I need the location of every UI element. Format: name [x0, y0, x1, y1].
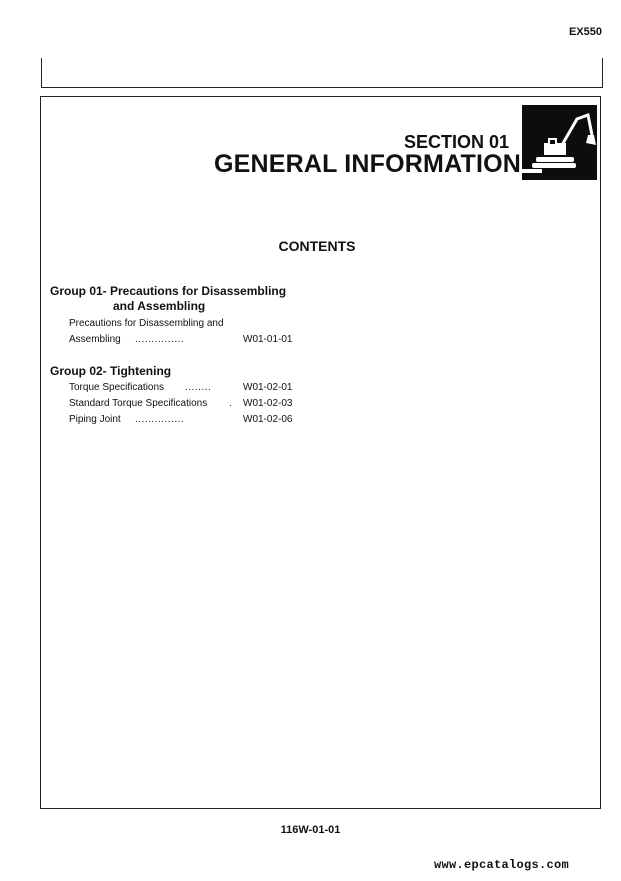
model-label: EX550 [568, 26, 602, 38]
contents-heading: CONTENTS [278, 238, 356, 254]
group-02-heading [50, 364, 171, 378]
page-code: 116W-01-01 [280, 824, 341, 836]
item-torque-label: Torque Specifications [69, 382, 165, 393]
section-title: GENERAL INFORMATION [213, 150, 521, 178]
header-bracket [41, 58, 603, 88]
group-02-title: Group 02- Tightening [50, 364, 172, 378]
item-piping-leader: ............... [135, 414, 185, 425]
item-precautions-page: W01-01-01 [243, 334, 293, 345]
excavator-icon [522, 105, 597, 180]
section-label: SECTION 01 [403, 132, 509, 152]
group-01-heading [50, 284, 286, 313]
item-piping-page: W01-02-06 [243, 414, 293, 425]
item-standard-torque-leader: . [229, 398, 233, 409]
group-01-title: Group 01- Precautions for Disassembling [50, 284, 287, 298]
item-precautions-leader: ............... [135, 334, 185, 345]
item-piping-label: Piping Joint [69, 414, 121, 425]
item-torque-leader: ........ [185, 382, 212, 393]
item-precautions-label: Assembling [69, 334, 121, 345]
watermark: www.epcatalogs.com [433, 858, 569, 872]
item-standard-torque-label: Standard Torque Specifications [69, 398, 208, 409]
group-01-title-cont: and Assembling [113, 299, 206, 313]
item-precautions-line1: Precautions for Disassembling and [69, 318, 224, 329]
item-torque-page: W01-02-01 [243, 382, 293, 393]
item-standard-torque-page: W01-02-03 [243, 398, 293, 409]
page-frame [40, 96, 601, 809]
